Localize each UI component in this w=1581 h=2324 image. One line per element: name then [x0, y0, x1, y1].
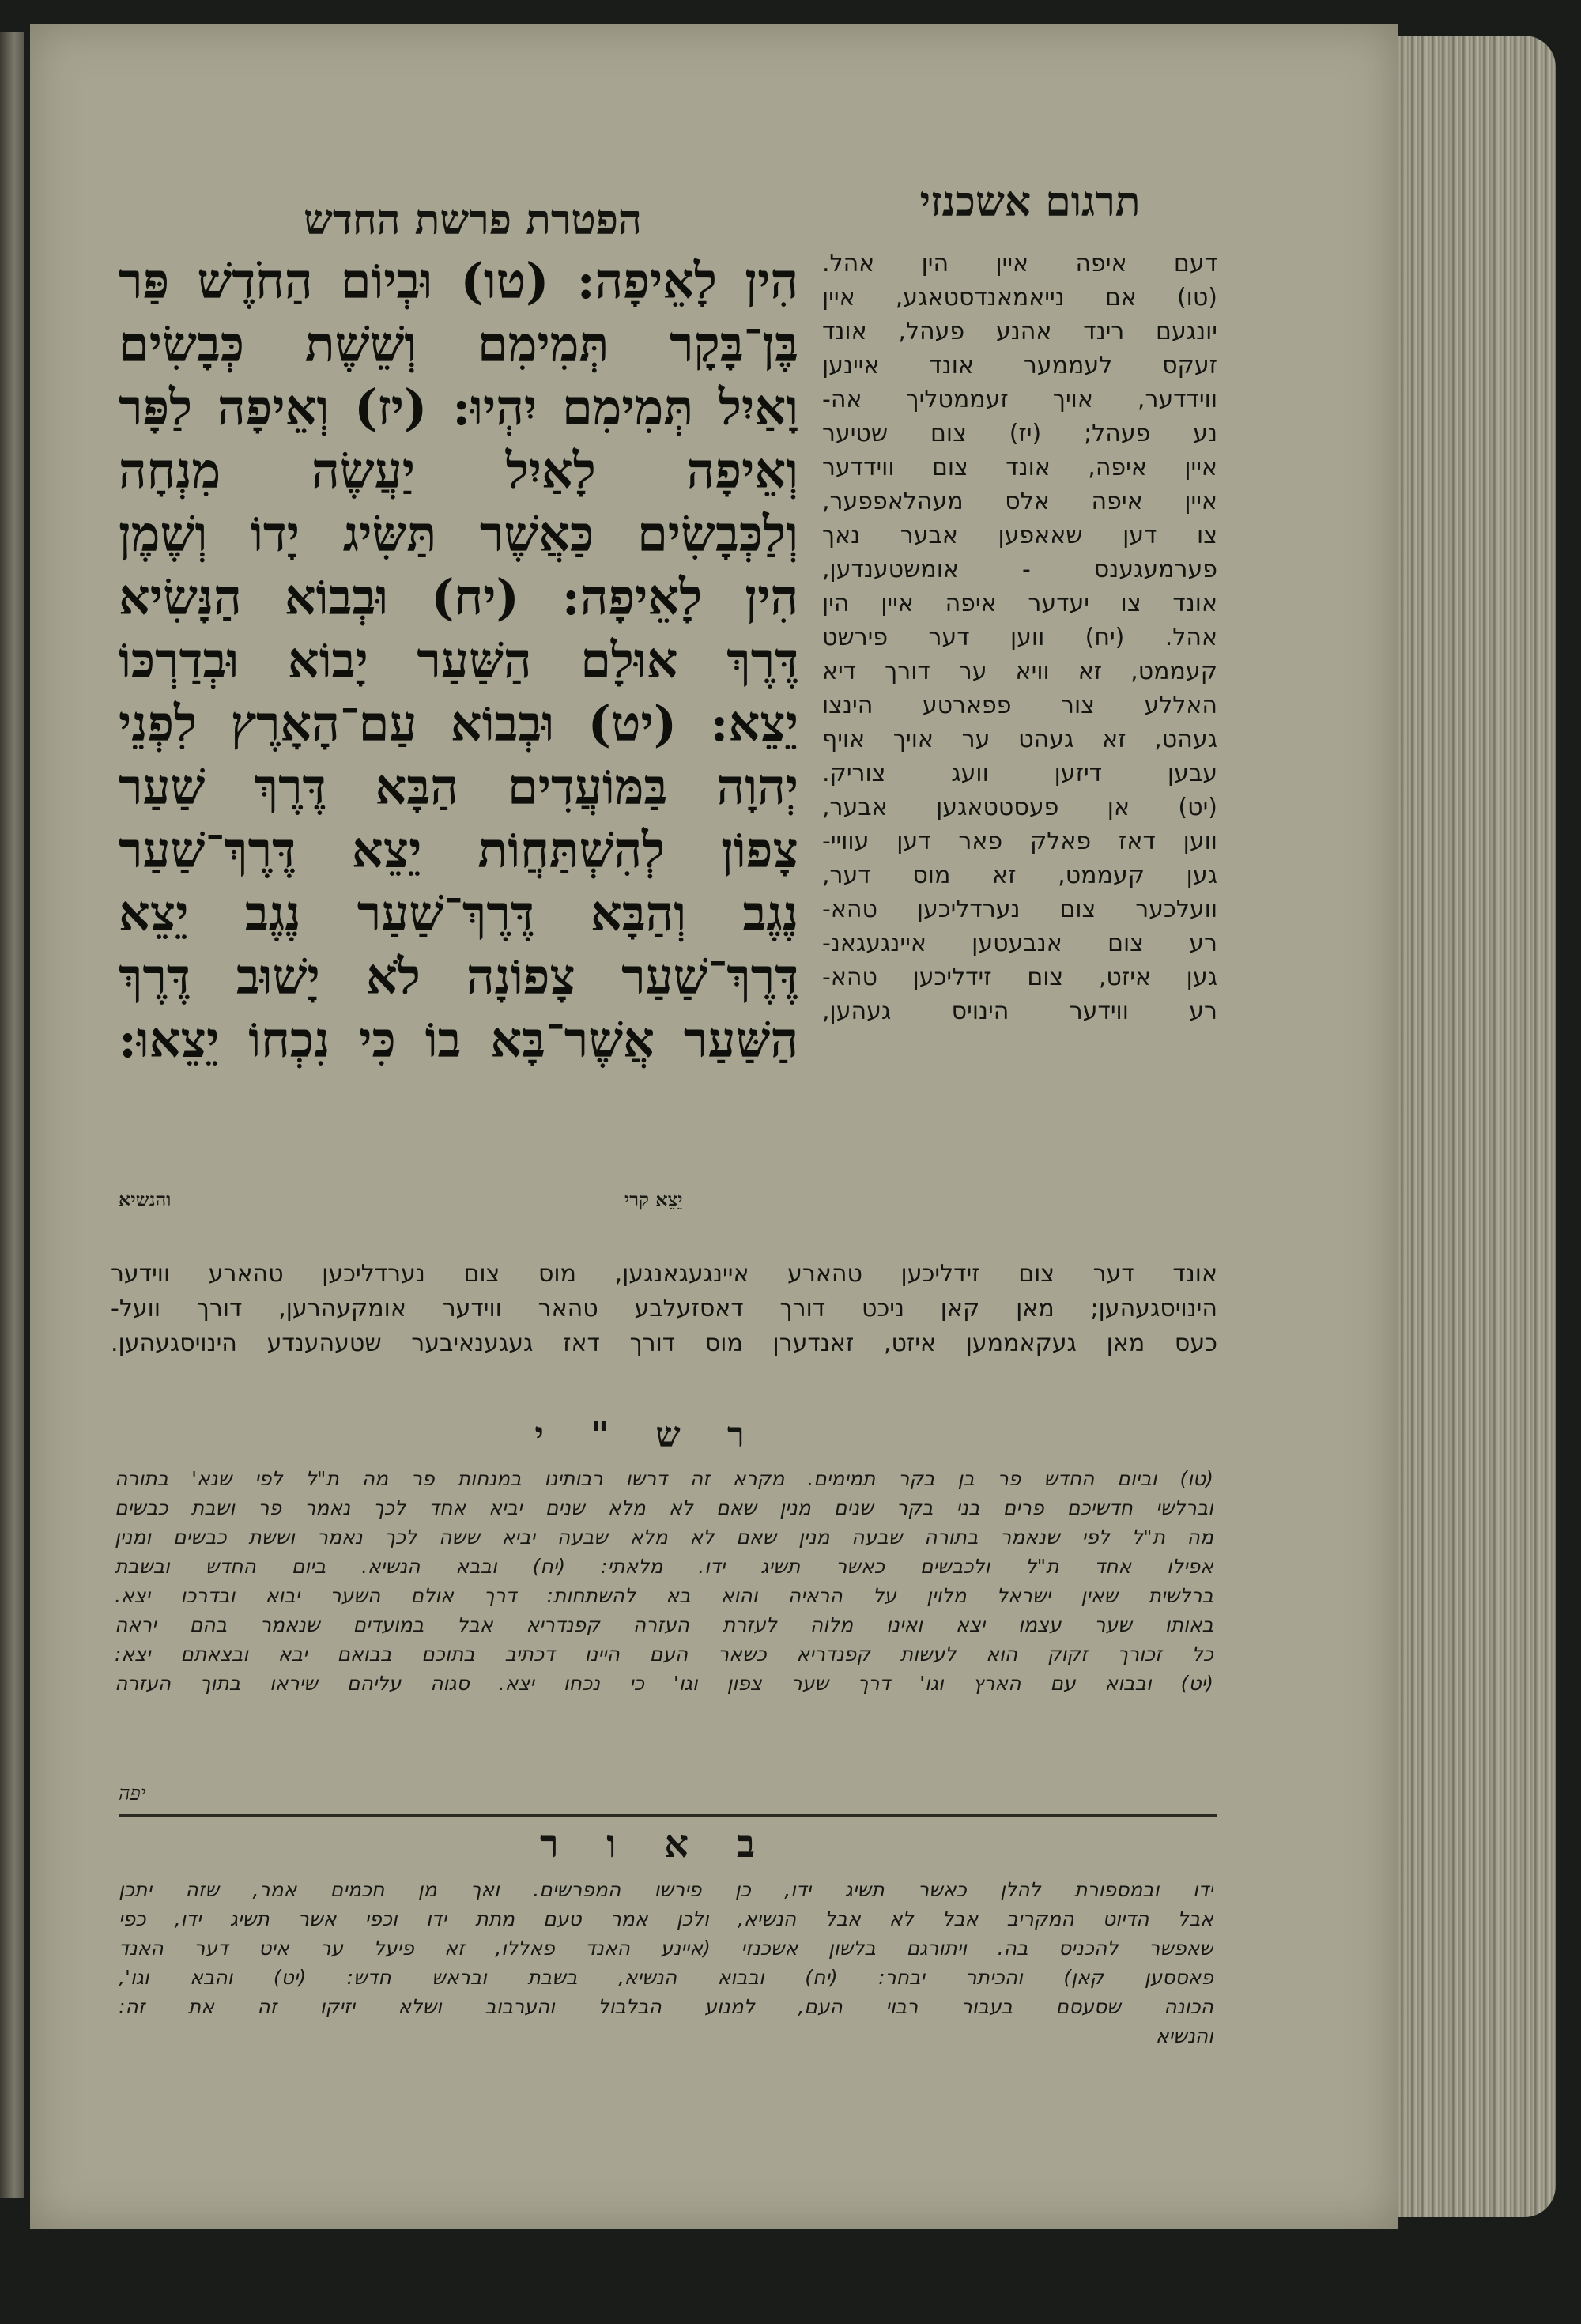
targum-wide-line: אונד דער צום זידליכען טהארע איינגעגאנגען, מוס צום נערדליכען טהארע ווידער [111, 1260, 1217, 1288]
qere-note: יֵצֵא קרי [624, 1188, 683, 1211]
haftarah-text [119, 250, 798, 1072]
targum-wide-line: הינויסגעהען; מאן קאן ניכט דורך דאסזעלבע טהאר ווידער אומקעהרען, דורך וועל- [111, 1295, 1217, 1322]
haftarah-line: צָפוֹן לְהִשְׁתַּחֲוֹת יֵצֵא דֶּרֶךְ־שַׁעַר [119, 821, 798, 879]
facing-page-edge [0, 32, 24, 2198]
targum-line: אהל. (יח) ווען דער פירשט [822, 624, 1217, 651]
targum-line: (טו) אם נייאמאנדסטאגע, איין [822, 284, 1217, 311]
haftarah-line: דֶּרֶךְ אוּלָם הַשַּׁעַר יָבוֹא וּבְדַרְכּוֹ [119, 632, 798, 689]
targum-line: איין איפה אלס מעהלאפפער, [822, 488, 1217, 515]
biur-line: ידו ובמספורת להלן כאשר תשיג ידו, כן פירשו המפרשים. ואך מן חכמים אמר, שזה יתכן [119, 1878, 1213, 1901]
rashi-line: (יט) ובבוא עם הארץ וגו' דרך שער צפון וגו' כי נכחו יצא. סגוה עליהם שיראו בתוך העזרה [115, 1672, 1213, 1695]
targum-line: דעם איפה איין הין אהל. [822, 250, 1217, 277]
haftarah-line: דֶּרֶךְ־שַׁעַר צָפוֹנָה לֹא יָשׁוּב דֶּרֶךְ [119, 948, 798, 1005]
targum-line: צו דען שאאפען אבער נאך [822, 522, 1217, 549]
haftarah-line: וְאֵיפָה לָאַיִל יַעֲשֶׂה מִנְחָה [119, 442, 798, 500]
targum-line: פערמעגענס - אומשטענדען, [822, 556, 1217, 583]
rashi-line: (טו) וביום החדש פר בן בקר תמימים. מקרא זה דרשו רבותינו במנחות פר מה ת"ל לפי שנא' בתורה [115, 1467, 1213, 1490]
targum-line: יונגעם רינד אהנע פעהל, אונד [822, 318, 1217, 345]
haftarah-line: הִין לָאֵיפָה: (יח) וּבְבוֹא הַנָּשִׂיא [119, 568, 798, 626]
section-divider [119, 1814, 1217, 1817]
biur-line: שאפשר להכניס בה. ויתורגם בלשון אשכנזי (איינע האנד פאללו, זא פיעל ער איט דער האנד [119, 1937, 1213, 1960]
targum-continuation [111, 1257, 1217, 1361]
rashi-line: אפילו אחד ת"ל ולכבשים כאשר תשיג ידו. מלאתי: (יח) ובבא הנשיא. ביום החדש ובשבת [115, 1555, 1213, 1578]
targum-line: קעממט, זא וויא ער דורך דיא [822, 658, 1217, 685]
targum-line: (יט) אן פעסטטאגען אבער, [822, 794, 1217, 821]
rashi-tail-word: יפה [119, 1782, 146, 1805]
rashi-line: באותו שער עצמו יצא ואינו מלוה לעזרת העזרה קפנדריא אבל במועדים שנאמר בהם יראה [115, 1613, 1213, 1636]
rashi-line: ברלשית שאין ישראל מלוין על הראיה והוא בא להשתחות: דרך אולם השער יבוא ובדרכו יצא. [115, 1584, 1213, 1607]
biur-line: הכונה שסעסם בעבור רבוי העם, למנוע הבלבול והערבוב ושלא יזיקו זה את זה: [119, 1995, 1213, 2018]
targum-line: איין איפה, אונד צום ווידדער [822, 454, 1217, 481]
page-block-edges [1398, 36, 1556, 2217]
targum-line: רע ווידער הינויס געהען, [822, 998, 1217, 1025]
targum-line: רע צום אנבעטען איינגעגאנ- [822, 930, 1217, 957]
targum-line: געהט, זא געהט ער אויך אויף [822, 726, 1217, 753]
biur-catchword: והנשיא [1155, 2024, 1213, 2047]
biur-line: אבל הדיוט המקריב אבל לא אבל הנשיא, ולכן אמר טעם מתת ידו וכפי אשר תשיג ידו, כפי [119, 1907, 1213, 1930]
rashi-heading: ר ש " י [534, 1415, 762, 1455]
rashi-line: כל זכורך זקוק הוא לעשות קפנדריא כשאר העם היינו דכתיב בתוכם בבואם יבא ובצאתם יצא: [115, 1643, 1213, 1666]
targum-wide-line: כעס מאן געקאממען איזט, זאנדערן מוס דורך דאז געגענאיבער שטעהענדע הינויסגעהען. [111, 1330, 1217, 1357]
targum-line: גען קעממט, זא מוס דער, [822, 862, 1217, 889]
targum-line: זעקס לעממער אונד איינען [822, 352, 1217, 379]
targum-line: נע פעהל; (יז) צום שטיער [822, 420, 1217, 447]
targum-line: אונד צו יעדער איפה איין הין [822, 590, 1217, 617]
haftarah-line: יֵצֵא: (יט) וּבְבוֹא עַם־הָאָרֶץ לִפְנֵי [119, 695, 798, 753]
targum-line: גען איזט, צום זידליכען טהא- [822, 964, 1217, 991]
targum-line: עבען דיזען וועג צוריק. [822, 760, 1217, 787]
biur-heading: ב א ו ר [540, 1822, 772, 1866]
rashi-commentary [115, 1464, 1213, 1698]
targum-line: ווען דאז פאלק פאר דען עוויי- [822, 828, 1217, 855]
rashi-line: מה ת"ל לפי שנאמר בתורה שבעה מנין שאם לא מלא שבעה יביא ששה לכך נאמר וששת כבשים ומנין [115, 1526, 1213, 1549]
targum-line: האללע צור פפארטע הינצו [822, 692, 1217, 719]
haftarah-line: נֶגֶב וְהַבָּא דֶּרֶךְ־שַׁעַר נֶגֶב יֵצֵא [119, 885, 798, 942]
biur-line: פאססען קאן) והכיתר יבחר: (יח) ובבוא הנשיא, בשבת ובראש חדש: (יט) והבא וגו', [119, 1966, 1213, 1989]
catchword: והנשיא [119, 1188, 172, 1211]
haftarah-title: הפטרת פרשת החדש [304, 196, 642, 244]
haftarah-line: בֶּן־בָּקָר תְּמִימִם וְשֵׁשֶׁת כְּבָשִׂים [119, 315, 798, 373]
haftarah-line: וָאַיִל תְּמִימִם יִהְיוּ: (יז) וְאֵיפָה לַפָּר [119, 379, 798, 436]
haftarah-line: וְלַכְּבָשִׂים כַּאֲשֶׁר תַּשִּׂיג יָדוֹ וְשֶׁמֶן [119, 505, 798, 563]
rashi-line: וברלשי חדשיכם פרים בני בקר שנים מנין שאם לא מלא שנים יביא אחד לכך נאמר פר ושבת כבשים [115, 1496, 1213, 1519]
targum-line: וועלכער צום נערדליכען טהא- [822, 896, 1217, 923]
haftarah-line: הִין לָאֵיפָה: (טו) וּבְיוֹם הַחֹדֶשׁ פַּר [119, 252, 798, 310]
targum-title: תרגום אשכנזי [919, 178, 1141, 226]
targum-line: ווידדער, אויך זעממטליך אה- [822, 386, 1217, 413]
haftarah-line: יְהוָה בַּמּוֹעֲדִים הַבָּא דֶּרֶךְ שַׁעַר [119, 758, 798, 816]
biur-commentary [119, 1875, 1213, 2050]
haftarah-line: הַשַּׁעַר אֲשֶׁר־בָּא בוֹ כִּי נִכְחוֹ יֵצֵאוּ: [119, 1011, 798, 1069]
targum-column [822, 247, 1217, 1028]
